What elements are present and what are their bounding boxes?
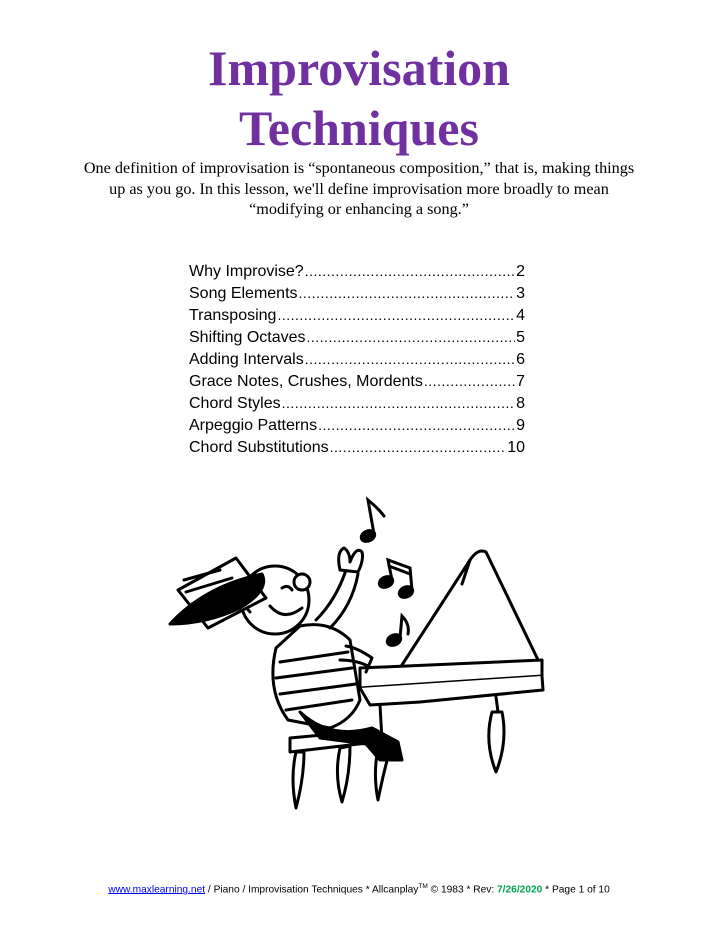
toc-dot-leader	[318, 414, 515, 436]
trademark-mark: TM	[418, 883, 428, 890]
intro-paragraph: One definition of improvisation is “spontaneous composition,” that is, making things up as you go. In this lesson, we'll define improvisation more broadly to mean “modifying or enhancing a song.”	[83, 159, 635, 218]
toc-dot-leader	[299, 282, 516, 304]
toc-entry[interactable]	[189, 348, 525, 370]
table-of-contents	[189, 260, 525, 458]
toc-entry-page: 3	[516, 285, 525, 302]
toc-entry-label: Chord Substitutions	[189, 439, 329, 456]
toc-dot-leader	[277, 304, 515, 326]
toc-entry[interactable]	[189, 370, 525, 392]
toc-entry-label: Adding Intervals	[189, 351, 304, 368]
footer-copyright: © 1983 * Rev:	[427, 884, 498, 896]
toc-entry-page: 2	[516, 263, 525, 280]
toc-entry[interactable]	[189, 260, 525, 282]
toc-entry-label: Why Improvise?	[189, 263, 304, 280]
toc-entry-page: 9	[516, 417, 525, 434]
toc-entry[interactable]	[189, 304, 525, 326]
toc-entry[interactable]	[189, 282, 525, 304]
toc-entry-label: Arpeggio Patterns	[189, 417, 318, 434]
revision-date: 7/26/2020	[497, 884, 543, 896]
toc-entry-label: Shifting Octaves	[189, 329, 306, 346]
toc-dot-leader	[305, 260, 515, 282]
toc-dot-leader	[282, 392, 516, 414]
toc-entry[interactable]	[189, 326, 525, 348]
toc-entry-page: 7	[516, 373, 525, 390]
toc-entry-page: 5	[516, 329, 525, 346]
toc-dot-leader	[307, 326, 516, 348]
toc-entry-page: 10	[507, 439, 525, 456]
toc-entry-page: 8	[516, 395, 525, 412]
toc-entry-label: Chord Styles	[189, 395, 281, 412]
toc-entry[interactable]	[189, 392, 525, 414]
website-link[interactable]: www.maxlearning.net	[108, 884, 206, 896]
toc-entry[interactable]	[189, 436, 525, 458]
toc-dot-leader	[305, 348, 515, 370]
toc-entry-label: Grace Notes, Crushes, Mordents	[189, 373, 423, 390]
page-number: * Page 1 of 10	[542, 884, 610, 896]
pianist-cartoon-icon	[160, 490, 560, 820]
toc-entry[interactable]	[189, 414, 525, 436]
footer-text: / Piano / Improvisation Techniques * Allcanplay	[205, 884, 419, 896]
toc-entry-page: 6	[516, 351, 525, 368]
page-title-line-2: Techniques	[239, 100, 479, 156]
page-footer	[0, 883, 718, 895]
toc-entry-page: 4	[516, 307, 525, 324]
page-title-line-1: Improvisation	[208, 40, 510, 96]
toc-dot-leader	[330, 436, 507, 458]
toc-entry-label: Transposing	[189, 307, 277, 324]
toc-entry-label: Song Elements	[189, 285, 298, 302]
toc-dot-leader	[424, 370, 515, 392]
